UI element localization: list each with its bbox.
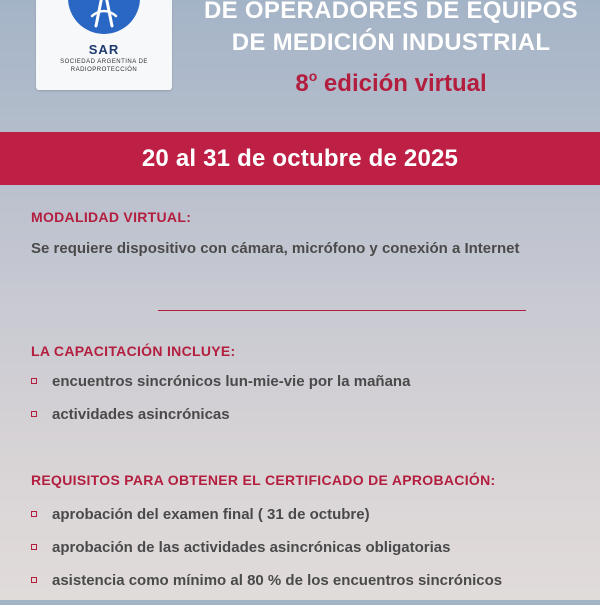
list-item-text: actividades asincrónicas <box>52 406 230 423</box>
list-item-text: encuentros sincrónicos lun-mie-vie por la mañana <box>52 373 411 390</box>
square-bullet-icon <box>31 411 37 417</box>
list-item-text: aprobación del examen final ( 31 de octubre) <box>52 506 370 523</box>
edition-superscript: o <box>308 68 318 84</box>
title-line-1: DE OPERADORES DE EQUIPOS <box>204 0 578 24</box>
list-item <box>30 572 502 605</box>
list-item-text: aprobación de las actividades asincrónicas obligatorias <box>52 539 451 556</box>
square-bullet-icon <box>31 378 37 384</box>
list-item <box>30 373 410 406</box>
square-bullet-icon <box>31 577 37 583</box>
radiation-figure-icon <box>36 0 172 36</box>
requisitos-heading: REQUISITOS PARA OBTENER EL CERTIFICADO DE APROBACIÓN: <box>31 472 496 488</box>
title-line-2: DE MEDICIÓN INDUSTRIAL <box>231 29 551 56</box>
square-bullet-icon <box>31 544 37 550</box>
logo-acronym: SAR <box>88 42 120 57</box>
requisitos-list <box>30 506 502 605</box>
section-divider <box>158 310 526 311</box>
edition-number: 8 <box>295 70 309 97</box>
capacitacion-heading: LA CAPACITACIÓN INCLUYE: <box>31 343 236 359</box>
sar-logo <box>36 0 172 90</box>
list-item-text: asistencia como mínimo al 80 % de los encuentros sincrónicos <box>52 572 503 589</box>
logo-subtitle-line1: SOCIEDAD ARGENTINA DE <box>60 59 148 65</box>
edition-label <box>182 68 600 98</box>
capacitacion-list <box>30 373 410 439</box>
list-item <box>30 539 502 572</box>
square-bullet-icon <box>31 511 37 517</box>
list-item <box>30 506 502 539</box>
modalidad-text: Se requiere dispositivo con cámara, micrófono y conexión a Internet <box>31 240 520 257</box>
logo-subtitle-line2: RADIOPROTECCIÓN <box>70 67 138 73</box>
list-item <box>30 406 410 439</box>
edition-text: edición virtual <box>317 70 487 97</box>
date-text: 20 al 31 de octubre de 2025 <box>141 144 459 172</box>
modalidad-heading: MODALIDAD VIRTUAL: <box>31 209 192 225</box>
date-band <box>0 132 600 185</box>
